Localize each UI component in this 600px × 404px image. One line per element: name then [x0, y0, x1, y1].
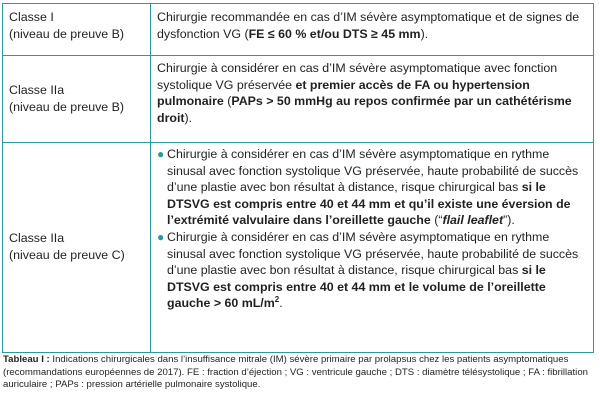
- recommendation-term: flail leaflet: [442, 213, 504, 228]
- recommendation-criteria: si le DTSVG est compris entre 40 et 44 mm et le volume de l’oreillette gauche > 60 mL/m: [167, 263, 546, 311]
- bullet-icon: ●: [157, 147, 165, 161]
- recommendation-text: Chirurgie à considérer en cas d’IM sévère asymptomatique en rythme sinusal avec fonction systolique VG préservée, haute probabilité de succès d’une plastie avec bon résultat à distance, risque chirurgical bas: [167, 147, 579, 195]
- class-cell: [3, 4, 151, 56]
- recommendation-cell: [151, 4, 594, 56]
- bullet-icon: ●: [157, 229, 165, 244]
- table-row: [3, 56, 594, 143]
- class-label: Classe IIa: [9, 82, 65, 97]
- recommendation-text: Chirurgie recommandée en cas d’IM sévère asymptomatique et de signes de dysfonction VG (: [157, 10, 580, 41]
- list-item: [157, 229, 588, 312]
- class-label: Classe I: [9, 10, 54, 24]
- recommendation-cell: [151, 56, 594, 143]
- recommendations-table-container: [2, 3, 594, 353]
- class-cell: [3, 143, 151, 353]
- recommendation-text-mid: (: [223, 94, 232, 109]
- recommendation-criteria: si le DTSVG est compris entre 40 et 44 mm et qu’il existe une éversion de l’extrémité valvulaire dans l’oreillette gauche: [167, 180, 571, 228]
- caption-text: Indications chirurgicales dans l’insuffisance mitrale (IM) sévère primaire par prolapsus chez les patients asymptomatiques (recommandations européennes de 2017). FE : fraction d’éjection ; VG : ventricule gauche ; DTS : diamètre télésystolique ; FA : fibrillation auriculaire ; PAPs : pression artérielle pulmonaire systolique.: [3, 354, 588, 391]
- superscript: 2: [274, 295, 280, 305]
- recommendation-criteria: et premier accès de FA ou hypertension pulmonaire: [157, 77, 530, 109]
- class-label: Classe IIa: [9, 231, 65, 246]
- class-cell: [3, 56, 151, 143]
- recommendation-text-end: ”).: [503, 213, 515, 228]
- recommendation-text-end: ).: [184, 110, 193, 125]
- recommendation-list: [157, 146, 588, 312]
- recommendation-text: Chirurgie à considérer en cas d’IM sévère asymptomatique en rythme sinusal avec fonction systolique VG préservée, haute probabilité de succès d’une plastie avec bon résultat à distance, risque chirurgical bas: [167, 229, 579, 278]
- recommendations-table: [2, 3, 594, 353]
- recommendation-cell: [151, 143, 594, 353]
- evidence-level-label: (niveau de preuve B): [9, 26, 125, 41]
- list-item: [157, 146, 588, 229]
- table-row: [3, 4, 594, 56]
- table-caption: [3, 354, 595, 392]
- caption-label: Tableau I :: [3, 354, 50, 365]
- evidence-level-label: (niveau de preuve C): [9, 248, 125, 262]
- recommendation-text: Chirurgie à considérer en cas d’IM sévère asymptomatique avec fonction systolique VG préservée: [157, 61, 558, 92]
- recommendation-criteria-detail: PAPs > 50 mmHg au repos confirmée par un cathétérisme droit: [157, 94, 572, 125]
- evidence-level-label: (niveau de preuve B): [9, 99, 125, 114]
- recommendation-criteria: FE ≤ 60 % et/ou DTS ≥ 45 mm: [248, 26, 421, 41]
- recommendation-text-end: ).: [420, 26, 429, 41]
- table-row: [3, 143, 594, 353]
- recommendation-text-mid: (“: [430, 213, 443, 228]
- recommendation-text-end: .: [279, 296, 283, 311]
